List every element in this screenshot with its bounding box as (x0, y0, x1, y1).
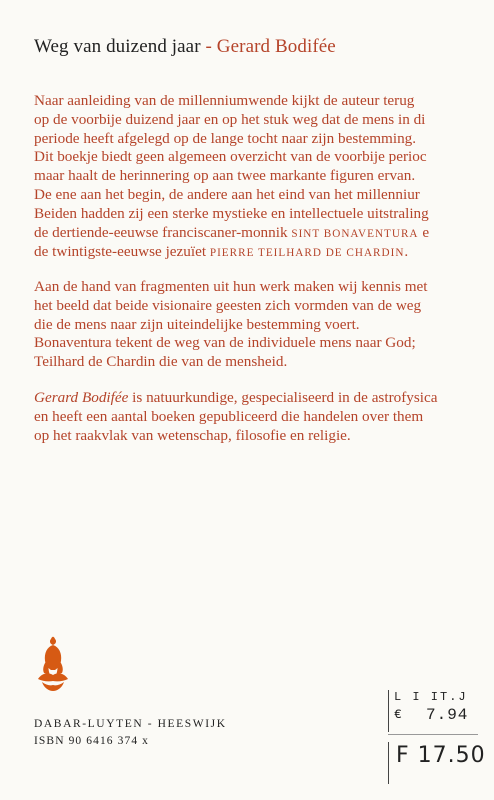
paragraph-line: Teilhard de Chardin die van de mensheid. (34, 353, 288, 371)
author-bio-paragraph (34, 389, 494, 445)
description-paragraph (34, 92, 494, 263)
paragraph-line (34, 224, 494, 244)
paragraph-line: periode heeft afgelegd op de lange tocht naar zijn bestemming. (34, 129, 417, 147)
line-text: de dertiende-eeuwse franciscaner-monnik (34, 223, 292, 241)
paragraph-line: Bonaventura tekent de weg van de individuele mens naar God; (34, 334, 416, 352)
line-tail: e (418, 223, 430, 241)
paragraph-line: die de mens naar zijn uiteindelijke bestemming voert. (34, 315, 360, 333)
line-text: is natuurkundige, gespecialiseerd in de astrofysica (128, 389, 438, 406)
paragraph-line: Naar aanleiding van de millenniumwende kijkt de auteur terug (34, 92, 415, 109)
paragraph-line: op de voorbije duizend jaar en op het stuk weg dat de mens in di (34, 110, 426, 128)
paragraph-line: en heeft een aantal boeken gepubliceerd die handelen over them (34, 407, 424, 425)
sticker-border (388, 742, 389, 784)
euro-price: 7.94 (426, 706, 469, 724)
paragraph-line: op het raakvlak van wetenschap, filosofie en religie. (34, 426, 351, 444)
title-main: Weg van duizend jaar (34, 36, 201, 57)
paragraph-line: het beeld dat beide visionaire geesten zich vormden van de weg (34, 296, 422, 314)
publisher-name: DABAR-LUYTEN - HEESWIJK (34, 718, 227, 730)
sticker-top-text: L I IT.J (394, 690, 468, 704)
handwritten-price: F 17.50 (396, 743, 486, 768)
author-name-italic: Gerard Bodifée (34, 389, 129, 406)
sticker-border (388, 690, 389, 732)
paragraph-line: Beiden hadden zij een sterke mystieke en intellectuele uitstraling (34, 204, 429, 222)
paragraph-line: Aan de hand van fragmenten uit hun werk maken wij kennis met (34, 278, 428, 295)
euro-symbol: € (394, 707, 402, 722)
paragraph-line: Dit boekje biedt geen algemeen overzicht van de voorbije perioc (34, 148, 427, 166)
paragraph-line: maar haalt de herinnering op aan twee markante figuren ervan. (34, 167, 416, 185)
paragraph-line: De ene aan het begin, de andere aan het eind van het millenniur (34, 185, 420, 203)
paragraph-line (34, 389, 494, 408)
paragraph-line (34, 243, 494, 263)
meditating-figure-icon (34, 635, 72, 693)
price-sticker (388, 690, 488, 790)
isbn-number: ISBN 90 6416 374 x (34, 735, 150, 747)
sticker-divider (388, 734, 478, 735)
name-teilhard: PIERRE TEILHARD DE CHARDIN (209, 247, 405, 260)
name-bonaventura: SINT BONAVENTURA (291, 227, 419, 240)
title-author: Gerard Bodifée (216, 36, 336, 57)
line-tail: . (404, 243, 409, 261)
fragments-paragraph (34, 278, 494, 372)
book-title (34, 36, 336, 58)
title-separator: - (200, 36, 217, 57)
line-text: de twintigste-eeuwse jezuïet (34, 243, 210, 261)
